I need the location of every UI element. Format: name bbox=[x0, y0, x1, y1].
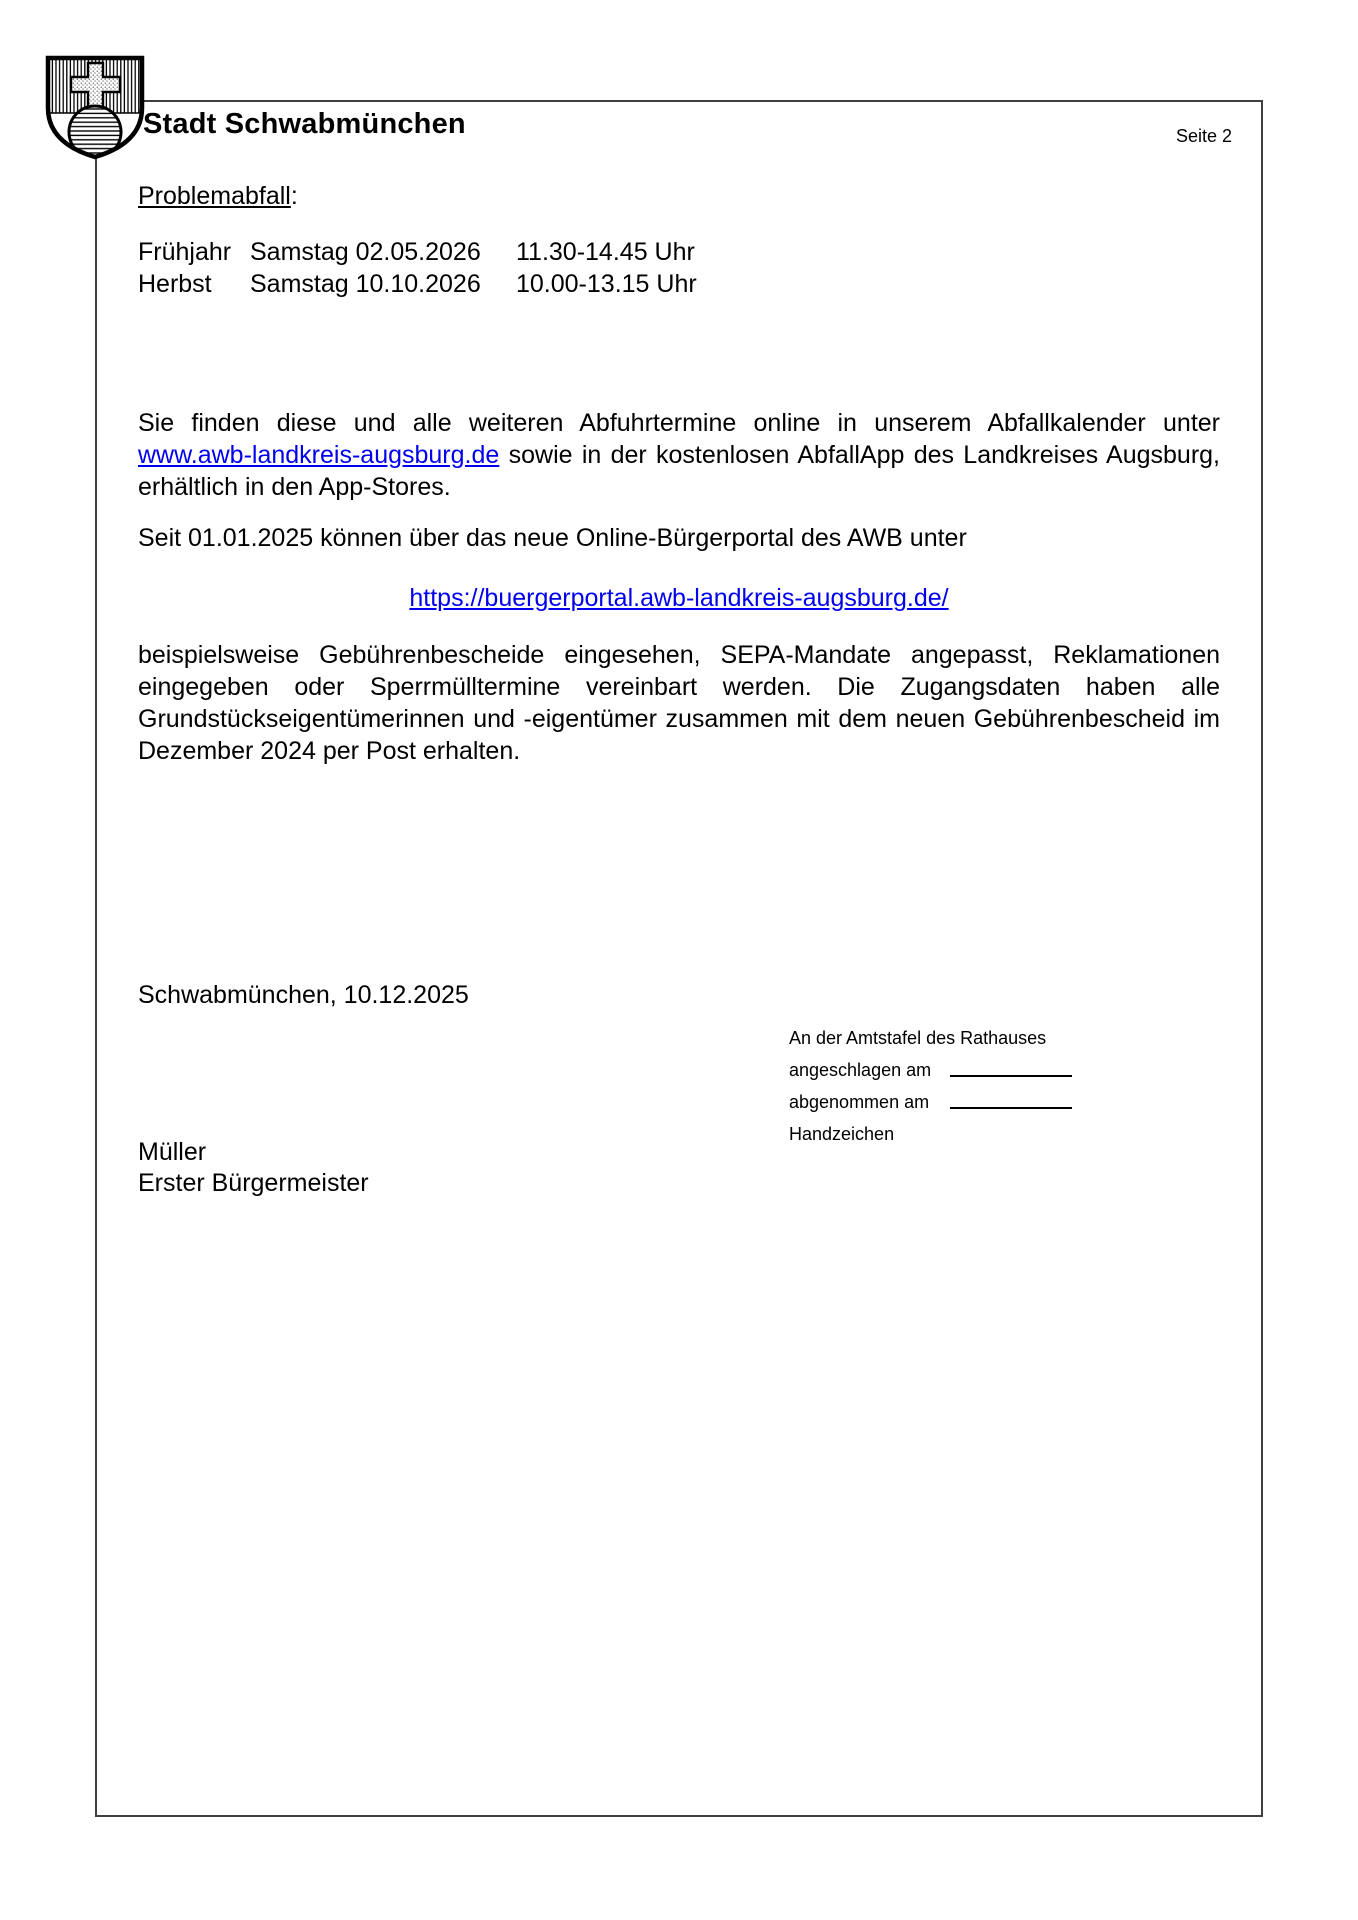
schedule-time: 11.30-14.45 Uhr bbox=[516, 238, 695, 266]
page-number: Seite 2 bbox=[1175, 126, 1232, 146]
schedule-date: Samstag 02.05.2026 bbox=[250, 238, 481, 266]
signer-title: Erster Bürgermeister bbox=[138, 1169, 369, 1197]
section-heading bbox=[138, 180, 298, 212]
collection-schedule-table bbox=[138, 236, 697, 300]
schedule-season: Herbst bbox=[138, 270, 212, 298]
removed-on-blank-field bbox=[950, 1095, 1072, 1109]
signature-block bbox=[138, 1137, 369, 1199]
removed-on-label: abgenommen am bbox=[789, 1091, 930, 1112]
paragraph-buergerportal-intro: Seit 01.01.2025 können über das neue Online-Bürgerportal des AWB unter bbox=[138, 524, 967, 552]
paragraph-text-after-link: sowie in der kostenlosen AbfallApp des Landkreises Augsburg, erhältlich in den App-Stores. bbox=[138, 441, 1220, 501]
posted-on-blank-field bbox=[950, 1063, 1072, 1077]
initials-label: Handzeichen bbox=[789, 1123, 895, 1144]
coat-of-arms-icon bbox=[44, 46, 146, 162]
notice-board-block bbox=[789, 1022, 1169, 1150]
signer-name: Müller bbox=[138, 1138, 207, 1166]
place-date-line: Schwabmünchen, 10.12.2025 bbox=[138, 981, 469, 1009]
schedule-date: Samstag 10.10.2026 bbox=[250, 270, 481, 298]
paragraph-zugangsdaten: beispielsweise Gebührenbescheide eingesehen, SEPA-Mandate angepasst, Reklamationen eingegeben oder Sperrmülltermine vereinbart werden. Die Zugangsdaten haben alle Grundstückseigentümerinnen und -eigentümer zusammen mit dem neuen Gebührenbescheid im Dezember 2024 per Post erhalten. bbox=[138, 641, 1220, 765]
paragraph-text-before-link: Sie finden diese und alle weiteren Abfuhrtermine online in unserem Abfallkalender unter bbox=[138, 409, 1220, 437]
awb-website-link[interactable]: www.awb-landkreis-augsburg.de bbox=[138, 441, 500, 469]
page-frame bbox=[95, 100, 1263, 1817]
notice-board-heading: An der Amtstafel des Rathauses bbox=[789, 1027, 1047, 1048]
section-heading-colon: : bbox=[290, 182, 298, 210]
section-heading-text: Problemabfall bbox=[138, 182, 291, 210]
schedule-season: Frühjahr bbox=[138, 238, 232, 266]
buergerportal-link[interactable]: https://buergerportal.awb-landkreis-augsburg.de/ bbox=[409, 584, 949, 612]
paragraph-abfallkalender bbox=[138, 407, 1220, 503]
schedule-time: 10.00-13.15 Uhr bbox=[516, 270, 697, 298]
letterhead-title: Stadt Schwabmünchen bbox=[143, 108, 466, 140]
posted-on-label: angeschlagen am bbox=[789, 1059, 932, 1080]
portal-link-line bbox=[138, 582, 1220, 614]
